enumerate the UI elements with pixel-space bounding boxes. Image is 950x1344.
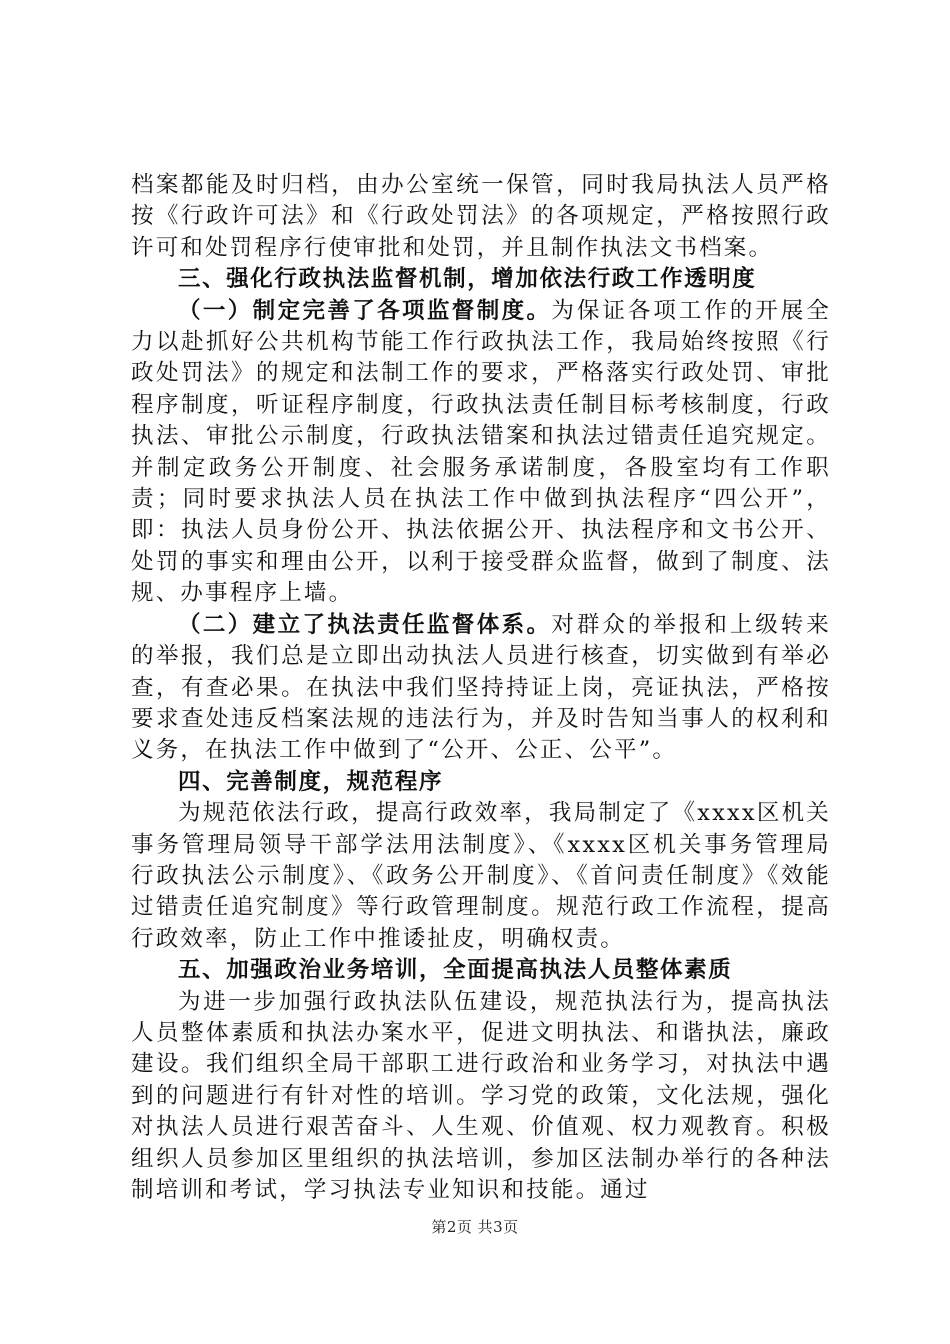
paragraph-regulations: 为规范依法行政，提高行政效率，我局制定了《xxxx区机关事务管理局领导干部学法用法制度》、《xxxx区机关事务管理局行政执法公示制度》、《政务公开制度》、《首问责任制度》《效能过错责任追究制度》等行政管理制度。规范行政工作流程，提高行政效率，防止工作中推诿扯皮，明确权责。 — [131, 800, 831, 952]
paragraph-text: 对群众的举报和上级转来的举报，我们总是立即出动执法人员进行核查，切实做到有举必查，有查必果。在执法中我们坚持持证上岗，亮证执法，严格按要求查处违反档案法规的违法行为，并及时告知当事人的权利和义务，在执法工作中做到了“公开、公正、公平”。 — [131, 611, 831, 764]
paragraph-archiving: 档案都能及时归档，由办公室统一保管，同时我局执法人员严格按《行政许可法》和《行政处罚法》的各项规定，严格按照行政许可和处罚程序行使审批和处罚，并且制作执法文书档案。 — [131, 172, 831, 261]
subsection-lead-2: （二）建立了执法责任监督体系。 — [178, 611, 552, 638]
paragraph-text: 为保证各项工作的开展全力以赴抓好公共机构节能工作行政执法工作，我局始终按照《行政处罚法》的规定和法制工作的要求，严格落实行政处罚、审批程序制度，听证程序制度，行政执法责任制目标考核制度，行政执法、审批公示制度，行政执法错案和执法过错责任追究规定。并制定政务公开制度、社会服务承诺制度，各股室均有工作职责；同时要求执法人员在执法工作中做到执法程序“四公开”，即：执法人员身份公开、执法依据公开、执法程序和文书公开、处罚的事实和理由公开，以利于接受群众监督，做到了制度、法规、办事程序上墙。 — [131, 297, 831, 607]
page-number-footer: 第2页 共3页 — [431, 1218, 519, 1236]
paragraph-responsibility-system — [131, 610, 831, 767]
subsection-lead-1: （一）制定完善了各项监督制度。 — [178, 297, 552, 324]
section-heading-5: 五、加强政治业务培训，全面提高执法人员整体素质 — [178, 957, 733, 984]
document-body — [131, 170, 831, 1206]
paragraph-training: 为进一步加强行政执法队伍建设，规范执法行为，提高执法人员整体素质和执法办案水平，促进文明执法、和谐执法，廉政建设。我们组织全局干部职工进行政治和业务学习，对执法中遇到的问题进行有针对性的培训。学习党的政策，文化法规，强化对执法人员进行艰苦奋斗、人生观、价值观、权力观教育。积极组织人员参加区里组织的执法培训，参加区法制办举行的各种法制培训和考试，学习执法专业知识和技能。通过 — [131, 988, 831, 1203]
section-heading-4: 四、完善制度，规范程序 — [178, 768, 444, 795]
paragraph-supervision-system — [131, 296, 831, 610]
section-heading-3: 三、强化行政执法监督机制，增加依法行政工作透明度 — [178, 266, 757, 293]
